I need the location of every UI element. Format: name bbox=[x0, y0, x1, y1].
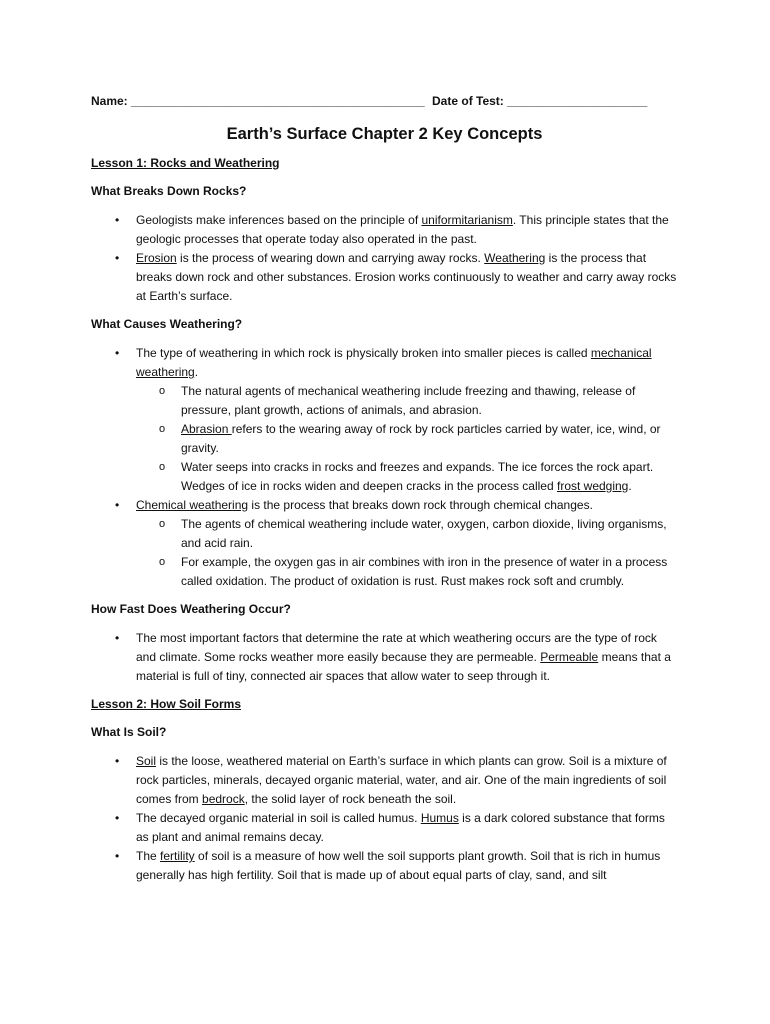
term-permeable: Permeable bbox=[540, 650, 599, 664]
name-field[interactable]: Name: ____________________________________________ bbox=[91, 94, 425, 108]
section-what-is-soil: What Is Soil? bbox=[91, 725, 167, 739]
list-item: • Erosion is the process of wearing down and carrying away rocks. Weathering is the process that breaks down rock and other substances. Erosion works continuously to weather and carry away rocks at Earth’s surface. bbox=[91, 249, 678, 306]
term-abrasion: Abrasion bbox=[181, 422, 232, 436]
term-fertility: fertility bbox=[160, 849, 195, 863]
sub-list-item: o For example, the oxygen gas in air combines with iron in the presence of water in a process called oxidation. The product of oxidation is rust. Rust makes rock soft and crumbly. bbox=[136, 553, 678, 591]
bullet-list bbox=[91, 752, 678, 885]
term-soil: Soil bbox=[136, 754, 157, 768]
term-frost-wedging: frost wedging bbox=[556, 479, 629, 493]
page-title: Earth’s Surface Chapter 2 Key Concepts bbox=[226, 125, 543, 143]
list-item: • The most important factors that determine the rate at which weathering occurs are the type of rock and climate. Some rocks weather more easily because they are permeable. Permeable means that a material is full of tiny, connected air spaces that allow water to seep through it. bbox=[91, 629, 678, 686]
sub-list-item: o Abrasion refers to the wearing away of rock by rock particles carried by water, ice, wind, or gravity. bbox=[136, 420, 678, 458]
list-item: • The fertility of soil is a measure of how well the soil supports plant growth. Soil that is rich in humus generally has high fertility. Soil that is made up of about equal parts of clay, sand, and silt bbox=[91, 847, 678, 885]
lesson-2-heading: Lesson 2: How Soil Forms bbox=[91, 697, 242, 711]
list-item: • The type of weathering in which rock is physically broken into smaller pieces is called mechanical weathering. o The natural agents of mechanical weathering include freezing and thawing, release of pressure, plant growth, actions of animals, and abrasion. o Abrasion refers to the wearing away of rock by rock particles carried by water, ice, wind, or gravity. o Water seeps into cracks in rocks and freezes and expands. The ice forces the rock apart. Wedges of ice in rocks widen and deepen cracks in the process called frost wedging. bbox=[91, 344, 678, 496]
bullet-list bbox=[91, 629, 678, 686]
date-of-test-field[interactable]: Date of Test: _____________________ bbox=[432, 94, 648, 108]
term-uniformitarianism: uniformitarianism bbox=[421, 213, 513, 227]
term-weathering: Weathering bbox=[484, 251, 546, 265]
list-item: • Soil is the loose, weathered material on Earth’s surface in which plants can grow. Soil is a mixture of rock particles, minerals, decayed organic material, water, and air. One of the main ingredients of soil comes from bedrock, the solid layer of rock beneath the soil. bbox=[91, 752, 678, 809]
section-what-breaks-down-rocks: What Breaks Down Rocks? bbox=[91, 184, 247, 198]
sub-list-item: o The agents of chemical weathering include water, oxygen, carbon dioxide, living organisms, and acid rain. bbox=[136, 515, 678, 553]
bullet-list bbox=[91, 211, 678, 306]
list-item: • Chemical weathering is the process that breaks down rock through chemical changes. o The agents of chemical weathering include water, oxygen, carbon dioxide, living organisms, and acid rain. o For example, the oxygen gas in air combines with iron in the presence of water in a process called oxidation. The product of oxidation is rust. Rust makes rock soft and crumbly. bbox=[91, 496, 678, 591]
sub-list-item: o Water seeps into cracks in rocks and freezes and expands. The ice forces the rock apart. Wedges of ice in rocks widen and deepen cracks in the process called frost wedging. bbox=[136, 458, 678, 496]
term-mechanical-weathering: mechanical weathering bbox=[136, 346, 652, 379]
header-line bbox=[91, 92, 678, 111]
section-how-fast-weathering: How Fast Does Weathering Occur? bbox=[91, 602, 291, 616]
list-item: • The decayed organic material in soil is called humus. Humus is a dark colored substance that forms as plant and animal remains decay. bbox=[91, 809, 678, 847]
section-what-causes-weathering: What Causes Weathering? bbox=[91, 317, 243, 331]
list-item: • Geologists make inferences based on the principle of uniformitarianism. This principle states that the geologic processes that operate today also operated in the past. bbox=[91, 211, 678, 249]
term-erosion: Erosion bbox=[136, 251, 177, 265]
term-humus: Humus bbox=[420, 811, 459, 825]
bullet-list bbox=[91, 344, 678, 591]
term-bedrock: bedrock bbox=[202, 792, 245, 806]
lesson-1-heading: Lesson 1: Rocks and Weathering bbox=[91, 156, 280, 170]
sub-list-item: o The natural agents of mechanical weathering include freezing and thawing, release of pressure, plant growth, actions of animals, and abrasion. bbox=[136, 382, 678, 420]
sub-list bbox=[136, 515, 678, 591]
sub-list bbox=[136, 382, 678, 496]
term-chemical-weathering: Chemical weathering bbox=[136, 498, 249, 512]
